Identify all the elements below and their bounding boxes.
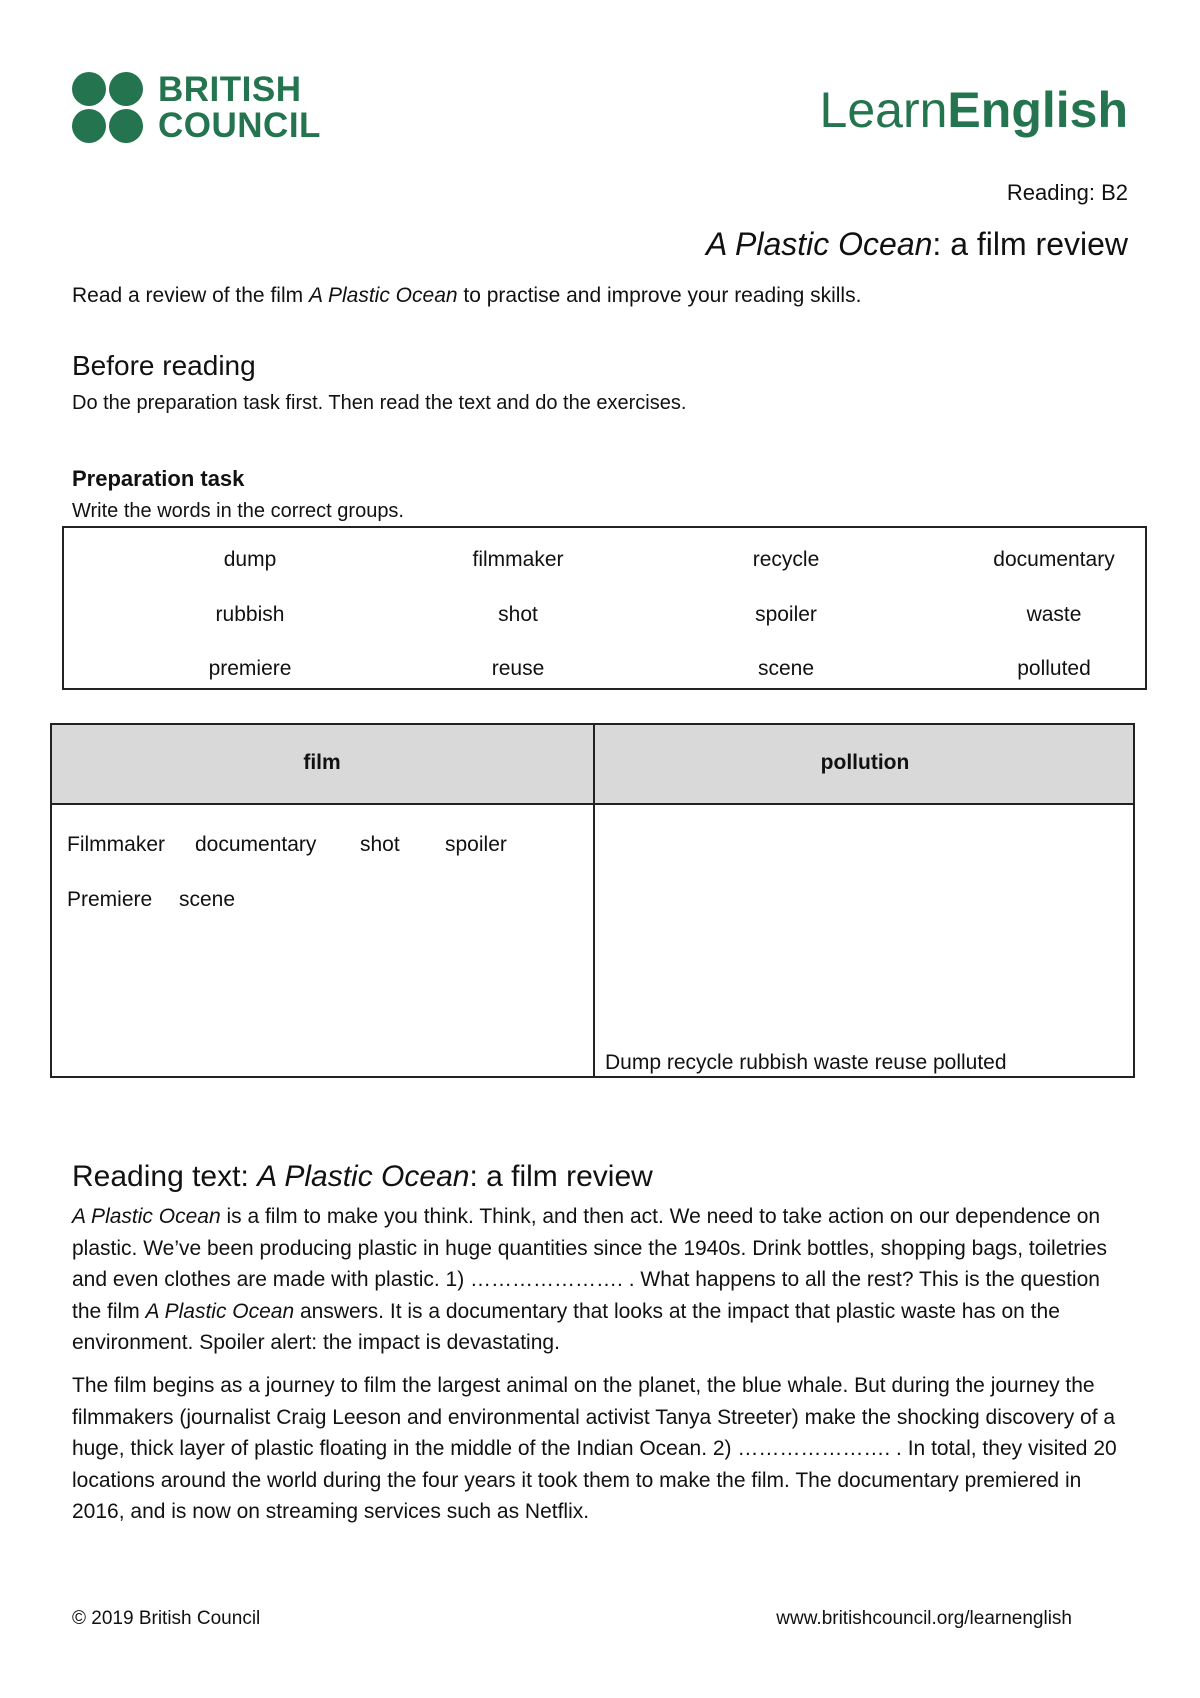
word-item: rubbish (215, 603, 285, 626)
film-answer-word[interactable]: documentary (195, 833, 317, 856)
word-item: filmmaker (472, 548, 564, 571)
before-reading-heading: Before reading (72, 350, 256, 381)
word-item: dump (223, 548, 277, 571)
film-answer-word[interactable]: shot (360, 833, 400, 856)
film-column-header: film (303, 751, 341, 774)
film-answer-word[interactable]: scene (179, 888, 236, 911)
preparation-task-heading: Preparation task (72, 466, 245, 491)
pollution-column-header: pollution (820, 751, 910, 774)
british-council-dots-icon (72, 72, 144, 144)
film-answer-word[interactable]: Filmmaker (67, 833, 165, 856)
word-item: scene (757, 657, 815, 680)
page-title: A Plastic Ocean: a film review (705, 226, 1128, 262)
british-council-logo (72, 72, 342, 144)
learnenglish-logo: LearnEnglish (819, 82, 1128, 138)
reading-text-heading: Reading text: A Plastic Ocean: a film review (72, 1160, 653, 1193)
reading-paragraph-2: The film begins as a journey to film the largest animal on the planet, the blue whale. But during the journey the filmmakers (journalist Craig Leeson and environmental activist Tanya Streeter) make the shocking discovery of a huge, thick layer of plastic floating in the middle of the Indian Ocean. 2) …………………. . In total, they visited 20 locations around the world during the four years it took them to make the film. The documentary premiered in 2016, and is now on streaming services such as Netflix. (72, 1374, 1117, 1523)
word-item: polluted (1017, 657, 1091, 680)
word-bank (62, 526, 1147, 690)
film-answer-word[interactable]: spoiler (445, 833, 507, 856)
word-item: premiere (208, 657, 292, 680)
word-item: spoiler (755, 603, 817, 626)
footer-url[interactable]: www.britishcouncil.org/learnenglish (776, 1608, 1072, 1629)
british-council-wordmark: BRITISH COUNCIL (158, 70, 321, 145)
pollution-answer-text[interactable]: Dump recycle rubbish waste reuse polluted (605, 1051, 1007, 1074)
intro-text: Read a review of the film A Plastic Ocean to practise and improve your reading skills. (72, 284, 862, 307)
before-reading-instruction: Do the preparation task first. Then read the text and do the exercises. (72, 392, 687, 414)
preparation-task-instruction: Write the words in the correct groups. (72, 500, 404, 522)
word-item: waste (1026, 603, 1082, 626)
word-item: reuse (491, 657, 545, 680)
footer-copyright: © 2019 British Council (72, 1608, 261, 1629)
word-item: shot (498, 603, 538, 626)
word-groups-table (50, 723, 1135, 1078)
film-answer-word[interactable]: Premiere (67, 888, 153, 911)
word-item: documentary (993, 548, 1115, 571)
word-item: recycle (752, 548, 820, 571)
reading-paragraph-1: A Plastic Ocean is a film to make you think. Think, and then act. We need to take action on our dependence on plastic. We’ve been producing plastic in huge quantities since the 1940s. Drink bottles, shopping bags, toiletries and even clothes are made with plastic. 1) …………………. . What happens to all the rest? This is the question the film A Plastic Ocean answers. It is a documentary that looks at the impact that plastic waste has on the environment. Spoiler alert: the impact is devastating. (72, 1205, 1108, 1354)
level-label: Reading: B2 (1006, 180, 1128, 205)
